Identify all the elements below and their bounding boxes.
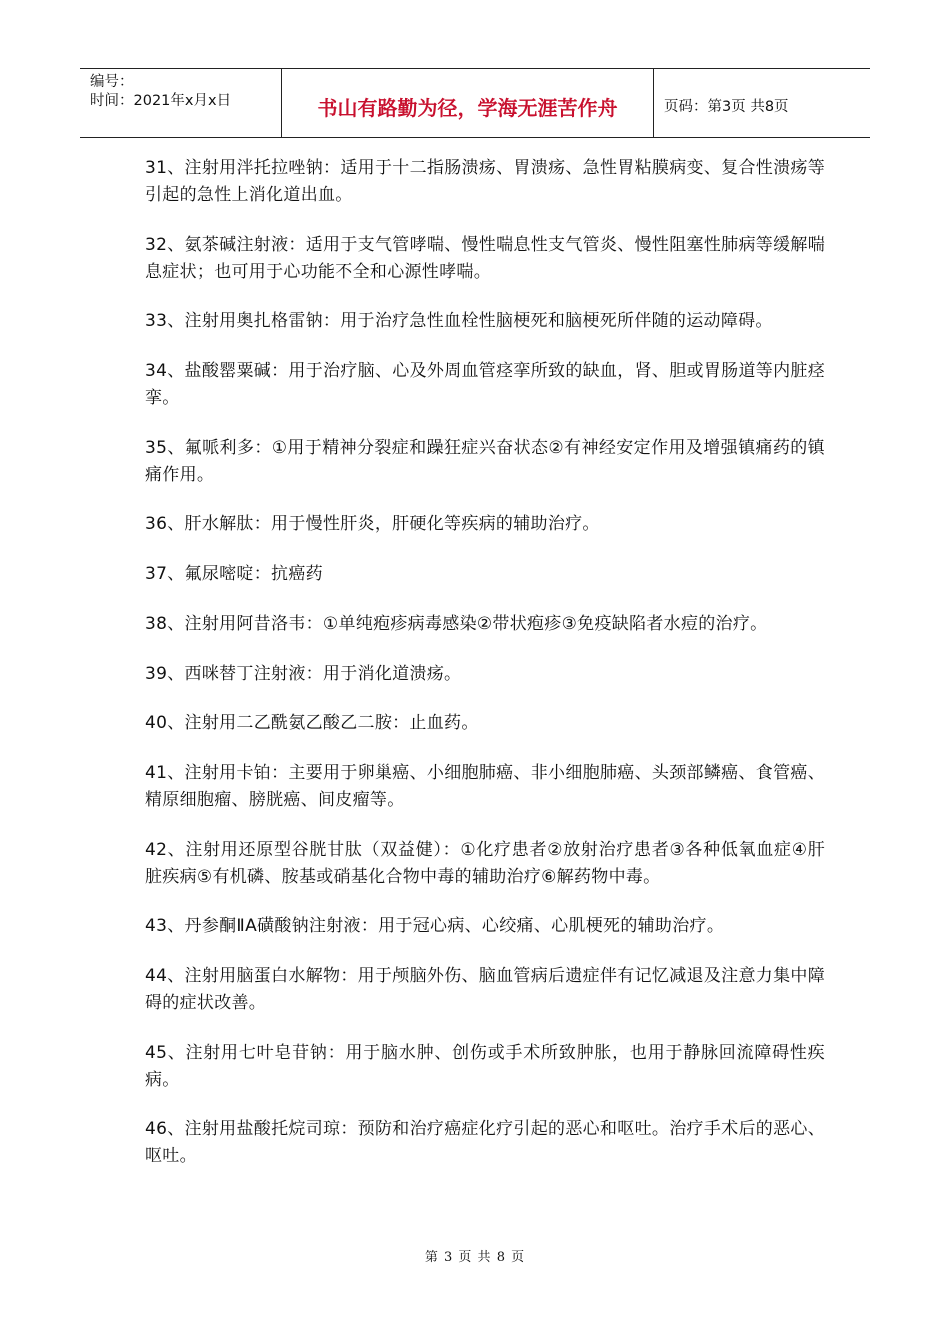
list-item: 43、丹参酮ⅡA磺酸钠注射液：用于冠心病、心绞痛、心肌梗死的辅助治疗。	[145, 916, 725, 937]
list-item: 33、注射用奥扎格雷钠：用于治疗急性血栓性脑梗死和脑梗死所伴随的运动障碍。	[145, 311, 773, 332]
list-item: 46、注射用盐酸托烷司琼：预防和治疗癌症化疗引起的恶心和呕吐。治疗手术后的恶心、呕吐。	[145, 1119, 825, 1167]
list-item: 36、肝水解肽：用于慢性肝炎，肝硬化等疾病的辅助治疗。	[145, 514, 600, 535]
motto-title: 书山有路勤为径，学海无涯苦作舟	[282, 69, 654, 137]
page-footer: 第 3 页 共 8 页	[424, 1250, 526, 1265]
list-item: 40、注射用二乙酰氨乙酸乙二胺：止血药。	[145, 713, 479, 734]
page-header	[80, 68, 870, 138]
list-item: 34、盐酸罂粟碱：用于治疗脑、心及外周血管痉挛所致的缺血，肾、胆或胃肠道等内脏痉挛。	[145, 361, 825, 409]
list-item: 44、注射用脑蛋白水解物：用于颅脑外伤、脑血管病后遗症伴有记忆减退及注意力集中障碍的症状改善。	[145, 965, 825, 1013]
list-item: 31、注射用泮托拉唑钠：适用于十二指肠溃疡、胃溃疡、急性胃粘膜病变、复合性溃疡等引起的急性上消化道出血。	[145, 158, 825, 205]
document-body	[145, 155, 825, 1193]
page-code: 页码：第3页 共8页	[664, 98, 789, 115]
list-item: 38、注射用阿昔洛韦：①单纯疱疹病毒感染②带状疱疹③免疫缺陷者水痘的治疗。	[145, 613, 768, 634]
header-meta	[80, 69, 282, 137]
number-label: 编号：	[90, 74, 134, 90]
time-label: 时间：2021年x月x日	[90, 93, 232, 109]
list-item: 37、氟尿嘧啶：抗癌药	[145, 564, 323, 585]
list-item: 45、注射用七叶皂苷钠：用于脑水肿、创伤或手术所致肿胀，也用于静脉回流障碍性疾病。	[145, 1042, 825, 1090]
list-item: 32、氨茶碱注射液：适用于支气管哮喘、慢性喘息性支气管炎、慢性阻塞性肺病等缓解喘息症状；也可用于心功能不全和心源性哮喘。	[145, 234, 825, 282]
list-item: 35、氟哌利多：①用于精神分裂症和躁狂症兴奋状态②有神经安定作用及增强镇痛药的镇痛作用。	[145, 437, 825, 485]
list-item: 39、西咪替丁注射液：用于消化道溃疡。	[145, 663, 462, 684]
list-item: 41、注射用卡铂：主要用于卵巢癌、小细胞肺癌、非小细胞肺癌、头颈部鳞癌、食管癌、精原细胞瘤、膀胱癌、间皮瘤等。	[145, 762, 825, 810]
list-item: 42、注射用还原型谷胱甘肽（双益健）：①化疗患者②放射治疗患者③各种低氧血症④肝脏疾病⑤有机磷、胺基或硝基化合物中毒的辅助治疗⑥解药物中毒。	[145, 839, 825, 887]
